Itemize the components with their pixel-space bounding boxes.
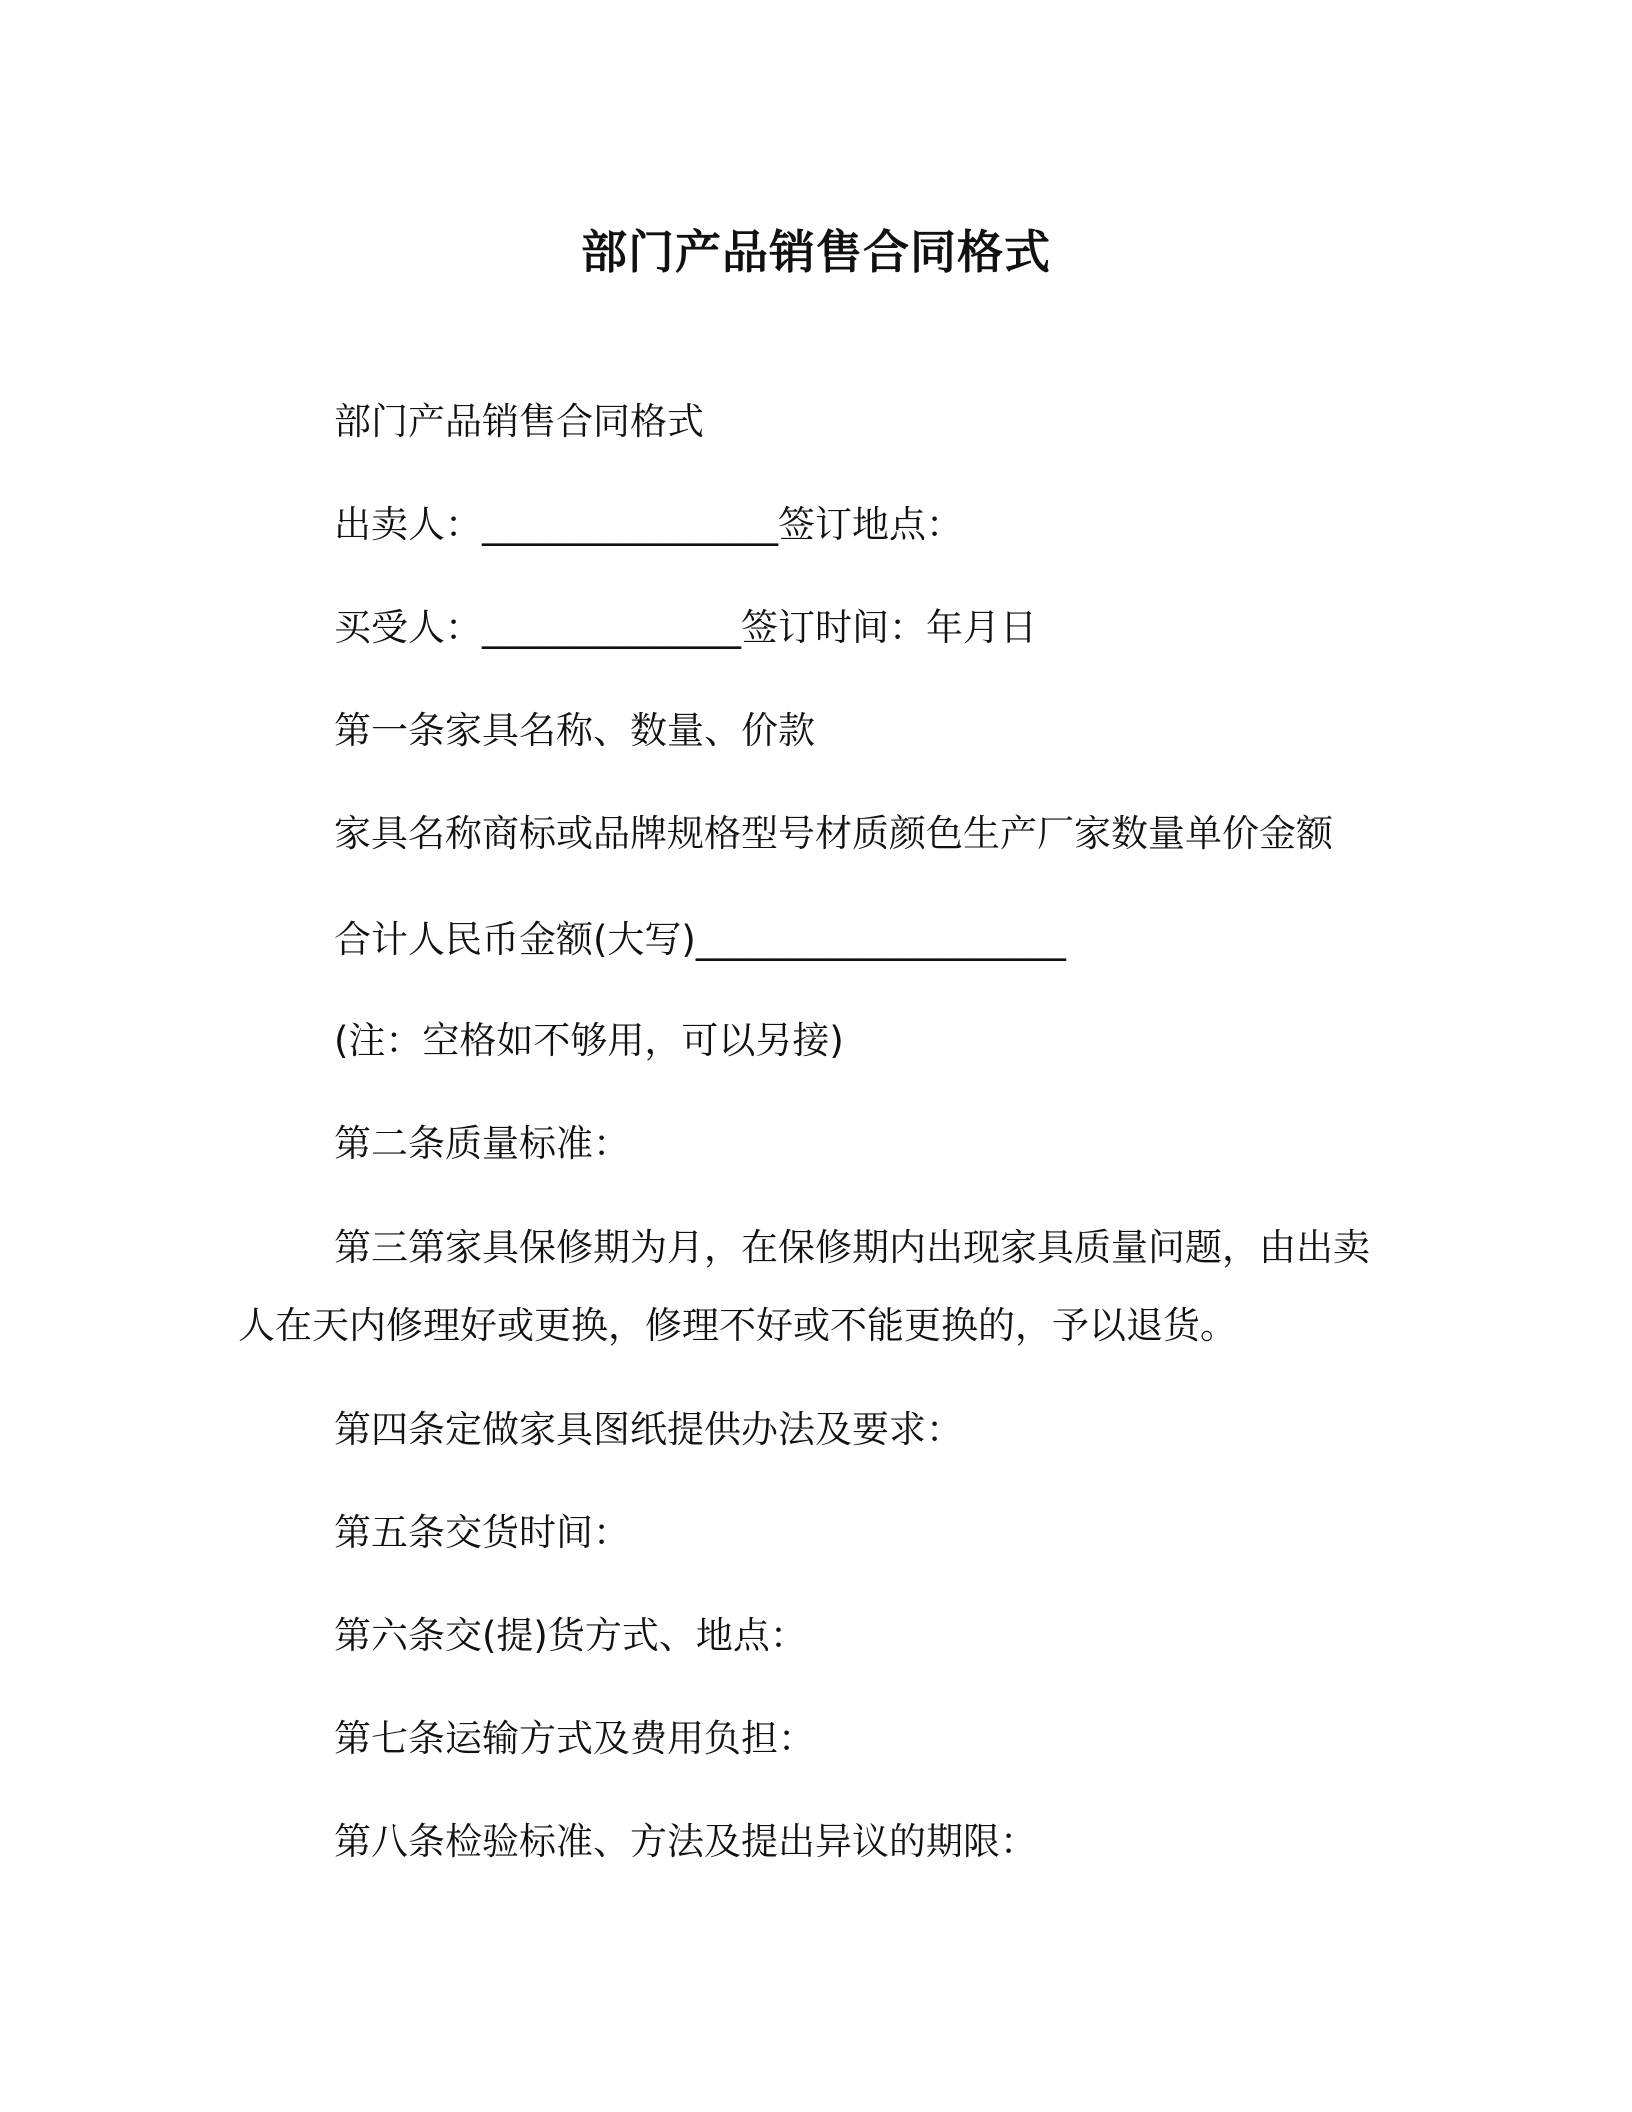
note-line: (注：空格如不够用，可以另接)	[334, 1019, 844, 1062]
article-7: 第七条运输方式及费用负担：	[334, 1717, 815, 1760]
document-subtitle: 部门产品销售合同格式	[334, 400, 704, 443]
article-5: 第五条交货时间：	[334, 1511, 630, 1554]
article-2: 第二条质量标准：	[334, 1122, 630, 1165]
article-1: 第一条家具名称、数量、价款	[334, 709, 815, 752]
article-8: 第八条检验标准、方法及提出异议的期限：	[334, 1820, 1037, 1863]
seller-line: 出卖人：________________签订地点：	[334, 503, 963, 546]
article-6: 第六条交(提)货方式、地点：	[334, 1614, 807, 1657]
document-title: 部门产品销售合同格式	[581, 225, 1051, 279]
total-amount-line: 合计人民币金额(大写)____________________	[334, 918, 1066, 961]
article-3: 第三第家具保修期为月，在保修期内出现家具质量问题，由出卖人在天内修理好或更换，修理不好或不能更换的，予以退货。	[238, 1226, 1370, 1347]
buyer-line: 买受人：______________签订时间：年月日	[334, 606, 1037, 649]
article-4: 第四条定做家具图纸提供办法及要求：	[334, 1408, 963, 1451]
table-header-line: 家具名称商标或品牌规格型号材质颜色生产厂家数量单价金额	[334, 812, 1333, 855]
